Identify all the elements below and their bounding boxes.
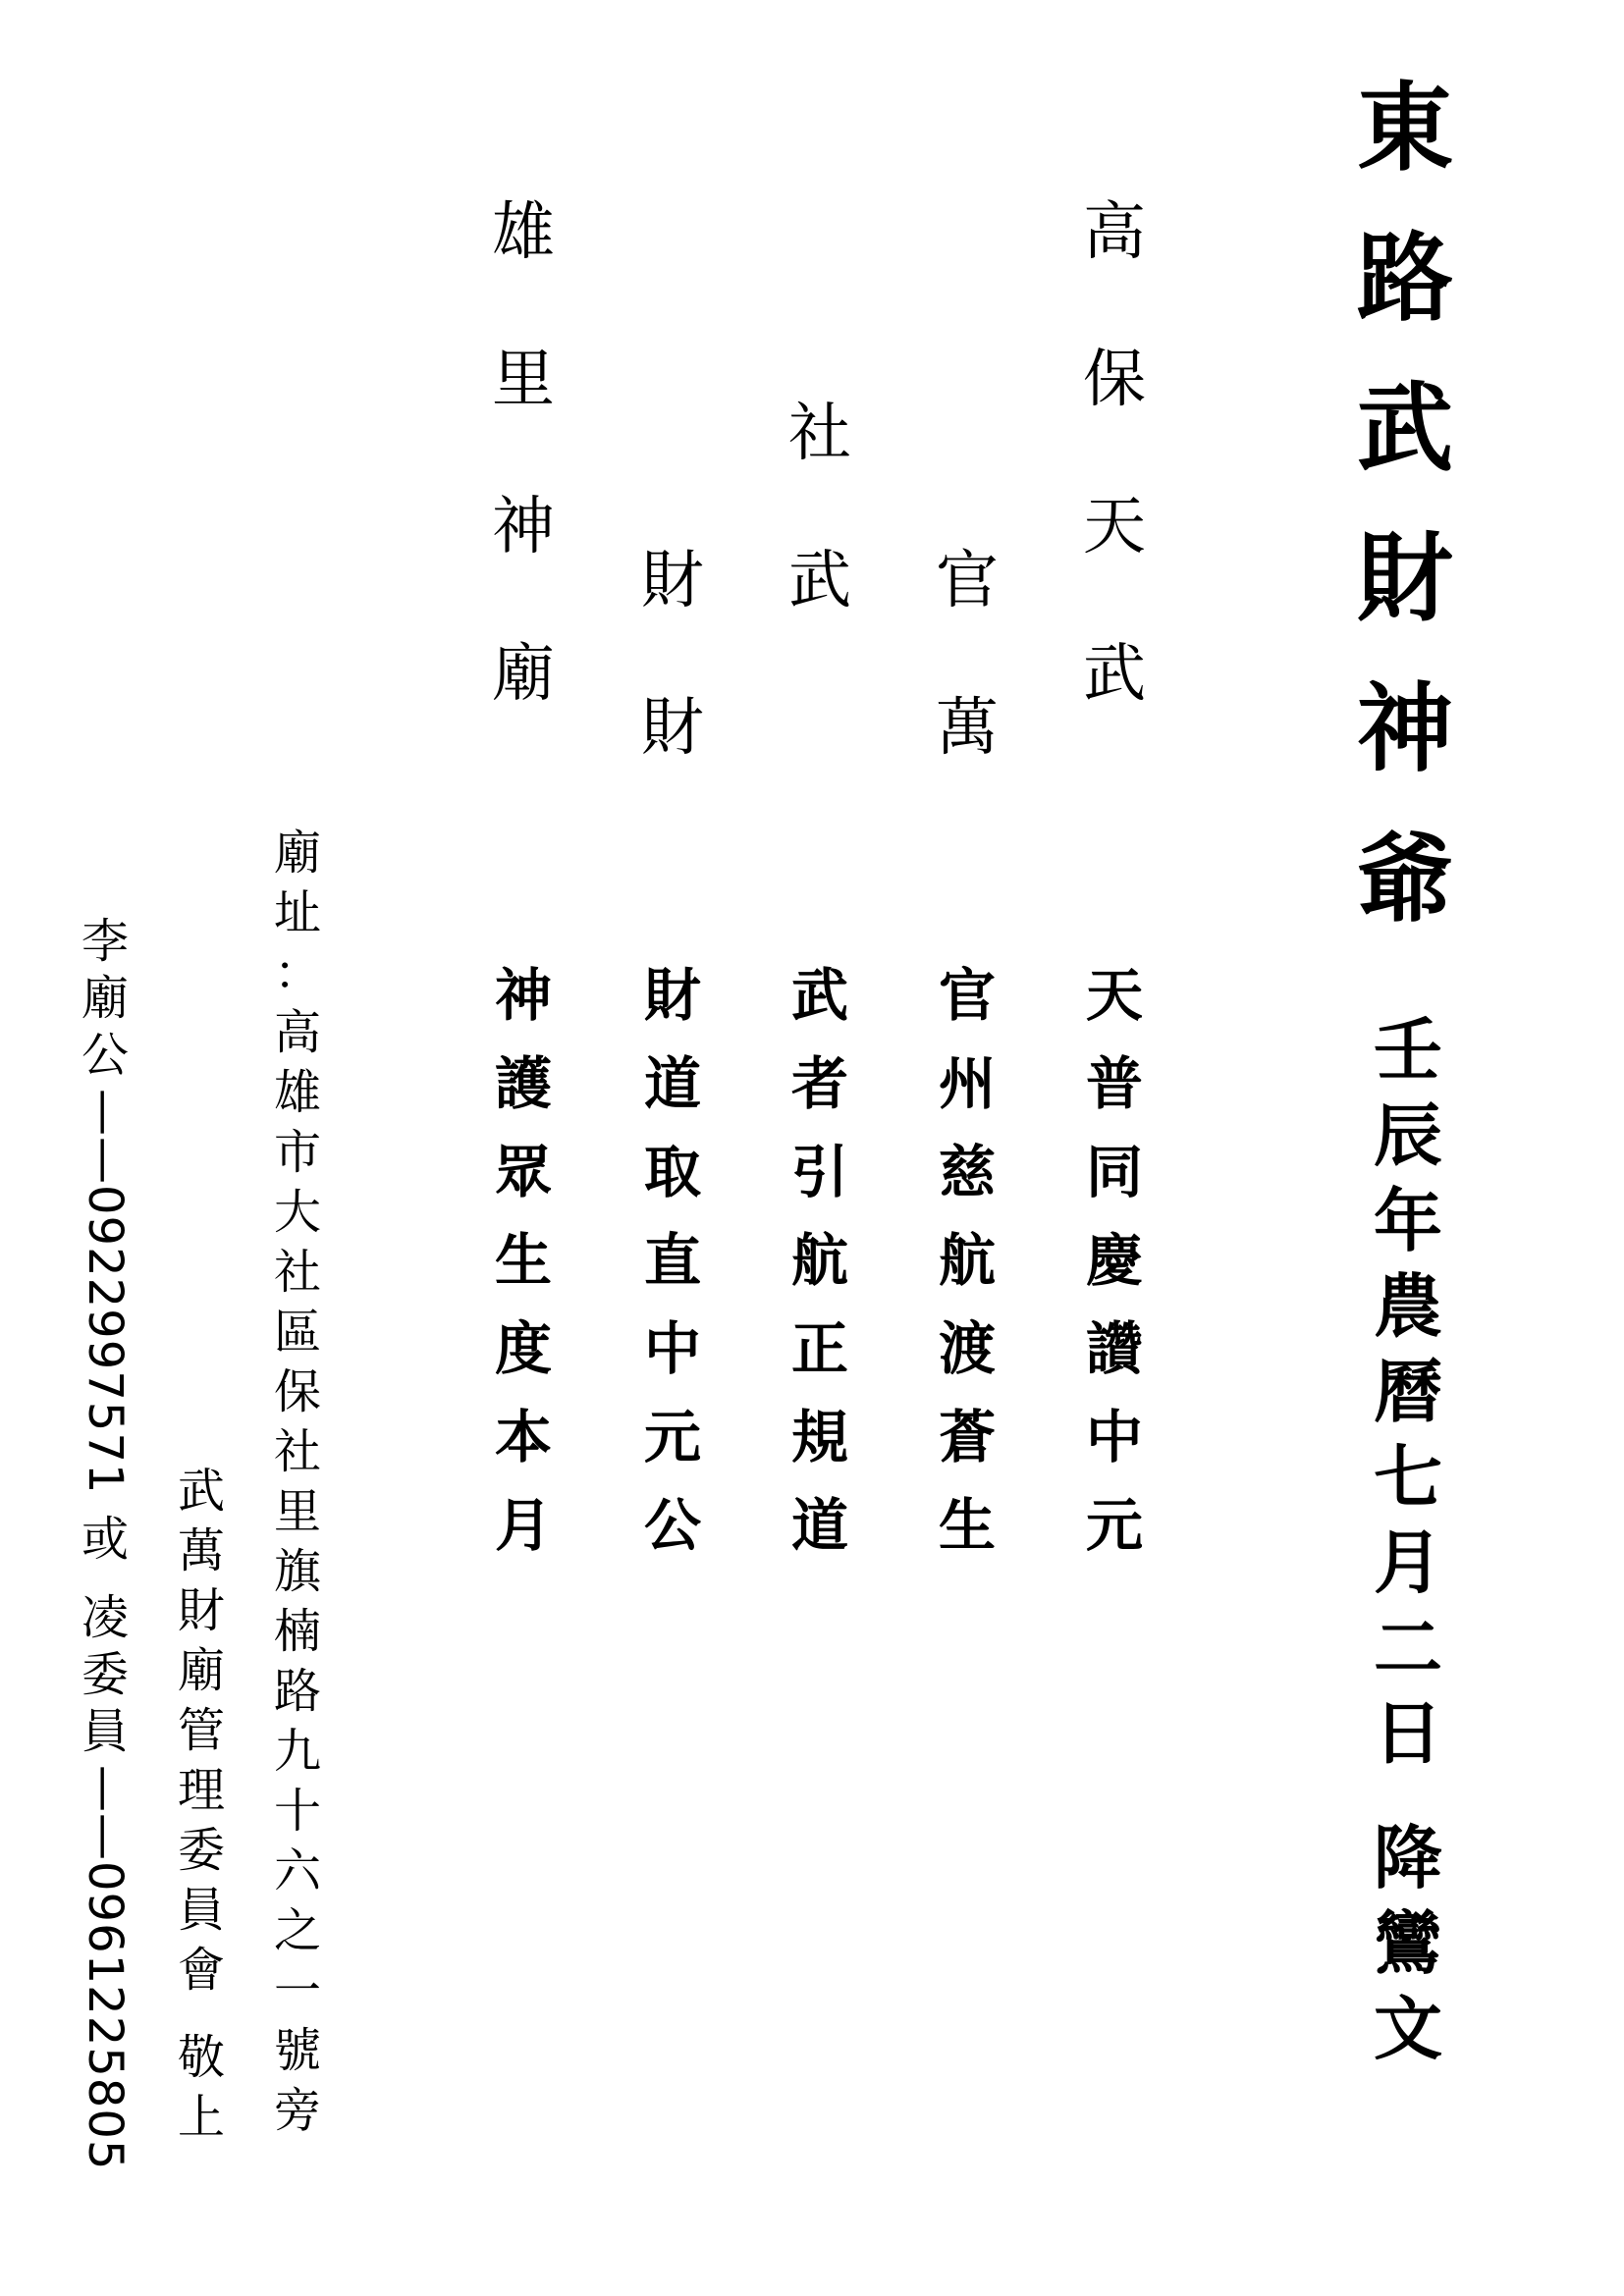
address-char: 里 [273, 1484, 321, 1539]
poem-heading-char: 神 [492, 491, 555, 563]
committee-signature [167, 1464, 236, 2154]
committee-char: 委 [177, 1823, 225, 1878]
date-char: 年 [1374, 1180, 1442, 1261]
poem-verse-char: 神 [494, 962, 552, 1029]
contact-person-2 [81, 1590, 129, 1765]
poem-verse-char: 普 [1085, 1050, 1143, 1117]
date-text [1374, 1009, 1442, 1785]
poem-verse-char: 度 [494, 1315, 552, 1382]
poem-verse-char: 慶 [1085, 1227, 1143, 1294]
poem-verse-char: 讚 [1085, 1315, 1143, 1382]
poem-column-1-heading [1070, 196, 1159, 711]
date-char: 七 [1374, 1436, 1442, 1518]
contact-char: 委 [81, 1647, 129, 1703]
address-char: 市 [273, 1125, 321, 1180]
address-char: 楠 [273, 1604, 321, 1659]
committee-char: 上 [177, 2090, 225, 2145]
address-char: 六 [273, 1843, 321, 1898]
title-char: 財 [1356, 522, 1453, 635]
temple-title [1351, 72, 1459, 982]
address-char: 大 [273, 1185, 321, 1240]
committee-char: 管 [177, 1703, 225, 1758]
contact-char: 員 [81, 1704, 129, 1760]
poem-verse-char: 財 [643, 962, 701, 1029]
committee-char: 會 [177, 1943, 225, 1998]
poem-verse-char: 眾 [494, 1139, 552, 1205]
poem-verse-char: 規 [790, 1404, 848, 1470]
title-char: 東 [1356, 72, 1453, 185]
date-char: 農 [1374, 1265, 1442, 1347]
address-char: 旁 [273, 2083, 321, 2138]
date-char: 曆 [1374, 1351, 1442, 1432]
poem-verse-char: 中 [1085, 1404, 1143, 1470]
poem-column-4-verse [628, 962, 717, 1585]
title-char: 路 [1356, 222, 1453, 335]
address-char: 址 [273, 885, 321, 940]
address-char: 高 [273, 1005, 321, 1060]
poem-verse-char: 慈 [938, 1139, 996, 1205]
address-char: 保 [273, 1364, 321, 1419]
title-char: 神 [1356, 672, 1453, 785]
contact-char: 或 [81, 1512, 129, 1568]
poem-verse-char: 取 [643, 1139, 701, 1205]
poem-verse-char: 生 [938, 1492, 996, 1559]
poem-column-3-heading [776, 398, 864, 617]
poem-verse-char: 護 [494, 1050, 552, 1117]
contact-info [71, 914, 139, 2171]
poem-heading-char: 里 [492, 344, 555, 416]
date-suffix-char: 文 [1374, 1988, 1442, 2069]
poem-column-3-verse [776, 962, 864, 1585]
poem-verse-char: 月 [494, 1492, 552, 1559]
contact-phone-1: ——0922997571 [78, 1089, 133, 1495]
contact-char: 公 [81, 1028, 129, 1083]
address-char: 社 [273, 1424, 321, 1479]
poem-heading-char: 財 [641, 692, 704, 765]
poem-verse-char: 直 [643, 1227, 701, 1294]
poem-heading-char: 保 [1083, 344, 1146, 416]
poem-column-4-heading [628, 545, 717, 765]
poem-heading-char: 天 [1083, 491, 1146, 563]
poem-heading-char: 雄 [492, 196, 555, 269]
poem-column-1-verse [1070, 962, 1159, 1585]
contact-char: 凌 [81, 1590, 129, 1646]
poem-column-2-verse [923, 962, 1011, 1585]
contact-char: 廟 [81, 971, 129, 1026]
poem-verse-char: 生 [494, 1227, 552, 1294]
date-suffix-char: 降 [1374, 1817, 1442, 1898]
address-char: 十 [273, 1784, 321, 1839]
poem-heading-char: 廟 [492, 638, 555, 711]
address-char: 區 [273, 1305, 321, 1360]
address-char: 社 [273, 1245, 321, 1300]
address-char: 九 [273, 1724, 321, 1779]
poem-verse-char: 武 [790, 962, 848, 1029]
date-suffix [1374, 1817, 1442, 2080]
date-char: 日 [1374, 1692, 1442, 1774]
poem-verse-char: 公 [643, 1492, 701, 1559]
poem-verse-char: 蒼 [938, 1404, 996, 1470]
address-char: 一 [273, 1963, 321, 2018]
address-char: 號 [273, 2023, 321, 2078]
committee-char: 理 [177, 1763, 225, 1818]
address-char: 廟 [273, 826, 321, 881]
committee-char: 廟 [177, 1643, 225, 1698]
address-char: ： [273, 945, 321, 1000]
address-char: 雄 [273, 1065, 321, 1120]
poem-verse-char: 官 [938, 962, 996, 1029]
poem-verse-char: 道 [643, 1050, 701, 1117]
contact-char: 李 [81, 914, 129, 969]
temple-address [263, 826, 332, 2147]
title-char: 武 [1356, 372, 1453, 485]
contact-person-1 [81, 914, 129, 1089]
poem-verse-char: 中 [643, 1315, 701, 1382]
title-char: 爺 [1356, 823, 1453, 935]
poem-verse-char: 航 [790, 1227, 848, 1294]
poem-verse-char: 本 [494, 1404, 552, 1470]
committee-char: 財 [177, 1583, 225, 1638]
contact-phone-2: ——0961225805 [78, 1765, 133, 2171]
poem-verse-char: 引 [790, 1139, 848, 1205]
date-char: 二 [1374, 1607, 1442, 1688]
poem-heading-char: 武 [1083, 638, 1146, 711]
poem-verse-char: 元 [1085, 1492, 1143, 1559]
poem-column-5-verse [479, 962, 568, 1585]
committee-char: 萬 [177, 1523, 225, 1578]
poem-column-5-heading [479, 196, 568, 711]
contact-or [81, 1512, 129, 1573]
poem-heading-char: 高 [1083, 196, 1146, 269]
date-char: 壬 [1374, 1009, 1442, 1091]
committee-char: 武 [177, 1464, 225, 1519]
date-suffix-char: 鸞 [1374, 1902, 1442, 1984]
poem-heading-char: 社 [788, 398, 851, 470]
address-char: 之 [273, 1903, 321, 1958]
poem-heading-char: 武 [788, 545, 851, 617]
poem-verse-char: 州 [938, 1050, 996, 1117]
poem-verse-char: 同 [1085, 1139, 1143, 1205]
committee-char: 敬 [177, 2030, 225, 2085]
address-char: 路 [273, 1664, 321, 1719]
poem-column-2-heading [923, 545, 1011, 765]
poem-heading-char: 萬 [936, 692, 999, 765]
poem-verse-char: 天 [1085, 962, 1143, 1029]
date-char: 辰 [1374, 1095, 1442, 1176]
poem-verse-char: 航 [938, 1227, 996, 1294]
committee-name [177, 1464, 225, 2006]
poem-verse-char: 渡 [938, 1315, 996, 1382]
address-char: 旗 [273, 1544, 321, 1599]
date-line [1361, 1009, 1455, 2080]
committee-closing [177, 2030, 225, 2154]
poem-verse-char: 元 [643, 1404, 701, 1470]
committee-char: 員 [177, 1883, 225, 1938]
poem-verse-char: 者 [790, 1050, 848, 1117]
poem-verse-char: 正 [790, 1315, 848, 1382]
poem-heading-char: 官 [936, 545, 999, 617]
poem-heading-char: 財 [641, 545, 704, 617]
poem-verse-char: 道 [790, 1492, 848, 1559]
date-char: 月 [1374, 1522, 1442, 1603]
